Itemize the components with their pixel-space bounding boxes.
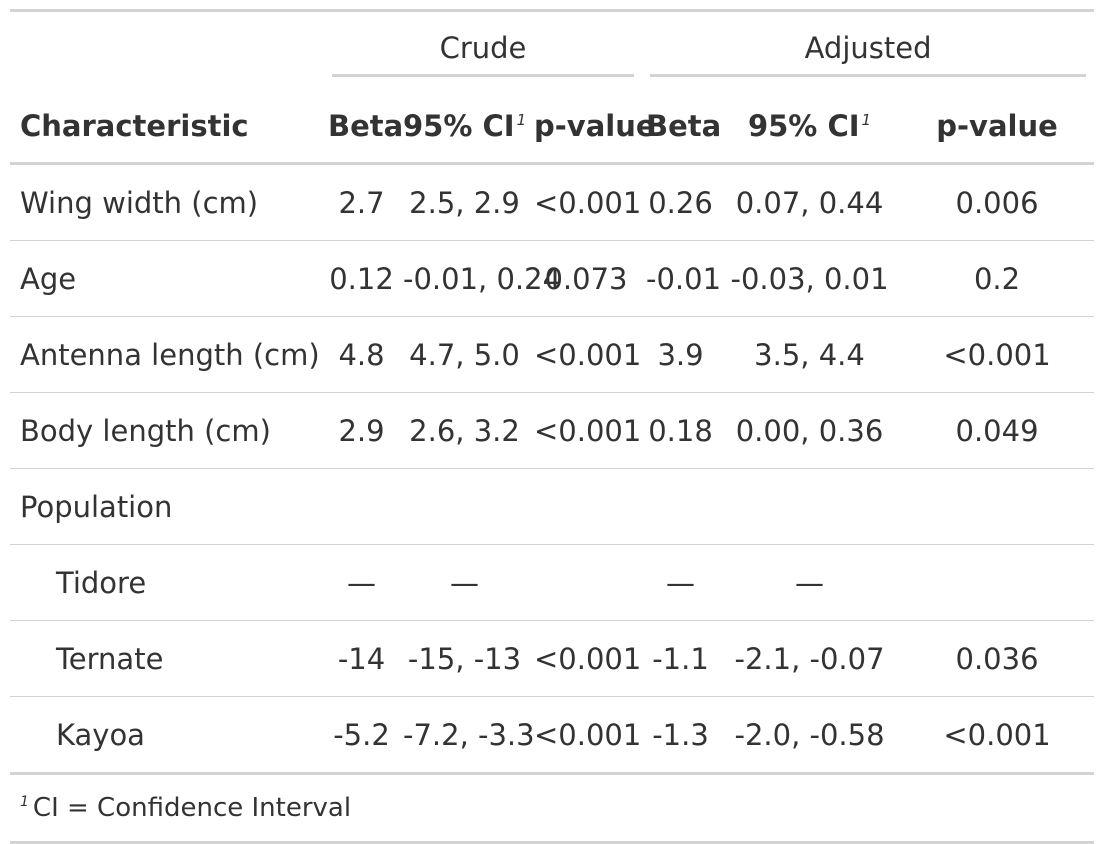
cell-adj-p: 0.006 xyxy=(955,185,1039,220)
column-header-row xyxy=(10,89,1094,164)
cell-crude-p xyxy=(530,469,642,545)
cell-adj-p: 0.049 xyxy=(900,393,1094,469)
footnote-marker: 1 xyxy=(516,110,527,129)
row-label: Antenna length (cm) xyxy=(10,317,324,393)
cell-crude-ci: -0.01, 0.24 xyxy=(399,241,530,317)
row-label: Wing width (cm) xyxy=(20,185,259,220)
row-label: Kayoa xyxy=(10,697,324,774)
row-label: Ternate xyxy=(10,621,324,697)
row-label: Age xyxy=(10,241,324,317)
cell-adj-beta: -0.01 xyxy=(642,241,719,317)
cell-crude-ci: 4.7, 5.0 xyxy=(399,317,530,393)
spanner-crude-label: Crude xyxy=(332,31,634,77)
cell-adj-p: <0.001 xyxy=(900,317,1094,393)
cell-crude-beta: 0.12 xyxy=(324,241,399,317)
table-row xyxy=(10,545,1094,621)
spanner-row xyxy=(10,11,1094,90)
cell-crude-p: <0.001 xyxy=(534,185,642,220)
header-adj-ci-label: 95% CI xyxy=(747,108,860,143)
cell-crude-beta: 2.9 xyxy=(324,393,399,469)
cell-crude-beta: -5.2 xyxy=(324,697,399,774)
row-label: Tidore xyxy=(10,545,324,621)
cell-adj-ci: 3.5, 4.4 xyxy=(719,317,900,393)
cell-crude-p xyxy=(530,545,642,621)
cell-crude-p: <0.001 xyxy=(530,621,642,697)
table-body xyxy=(10,164,1094,774)
header-adj-beta: Beta xyxy=(642,89,719,164)
cell-adj-beta: -1.3 xyxy=(642,697,719,774)
row-label: Body length (cm) xyxy=(10,393,324,469)
table-row xyxy=(10,317,1094,393)
cell-adj-p: <0.001 xyxy=(900,697,1094,774)
cell-crude-p: <0.001 xyxy=(530,317,642,393)
spanner-adjusted-label: Adjusted xyxy=(650,31,1086,77)
cell-crude-beta xyxy=(324,469,399,545)
table-row xyxy=(10,241,1094,317)
cell-adj-ci: -2.0, -0.58 xyxy=(719,697,900,774)
cell-adj-ci: — xyxy=(719,545,900,621)
table-row xyxy=(10,697,1094,774)
cell-crude-ci: 2.6, 3.2 xyxy=(399,393,530,469)
cell-crude-beta: -14 xyxy=(324,621,399,697)
table-row xyxy=(10,393,1094,469)
footnote-mark: 1 xyxy=(20,794,29,811)
cell-adj-ci: -2.1, -0.07 xyxy=(719,621,900,697)
cell-adj-p: 0.036 xyxy=(900,621,1094,697)
footnote-marker: 1 xyxy=(861,110,872,129)
cell-crude-beta: 4.8 xyxy=(324,317,399,393)
row-label: Population xyxy=(10,469,324,545)
footnote-text: CI = Confidence Interval xyxy=(32,793,352,823)
cell-adj-beta: 0.26 xyxy=(648,185,713,220)
header-characteristic: Characteristic xyxy=(10,89,324,164)
header-crude-ci xyxy=(399,89,530,164)
cell-crude-p: <0.001 xyxy=(530,393,642,469)
cell-adj-p xyxy=(900,545,1094,621)
cell-adj-ci: -0.03, 0.01 xyxy=(719,241,900,317)
header-crude-p: p-value xyxy=(530,89,642,164)
cell-adj-p: 0.2 xyxy=(900,241,1094,317)
cell-adj-ci xyxy=(719,469,900,545)
table-row xyxy=(10,469,1094,545)
cell-crude-ci: -7.2, -3.3 xyxy=(399,697,530,774)
cell-crude-beta: 2.7 xyxy=(338,185,385,220)
cell-adj-beta: -1.1 xyxy=(642,621,719,697)
cell-adj-p xyxy=(900,469,1094,545)
cell-adj-ci: 0.07, 0.44 xyxy=(735,185,884,220)
cell-adj-beta: 0.18 xyxy=(642,393,719,469)
spanner-empty xyxy=(10,11,324,90)
table-row xyxy=(10,164,1094,241)
regression-table xyxy=(10,9,1094,844)
cell-adj-beta xyxy=(642,469,719,545)
cell-crude-ci: — xyxy=(399,545,530,621)
header-crude-beta: Beta xyxy=(324,89,399,164)
spanner-adjusted xyxy=(642,11,1094,90)
footnote-row xyxy=(10,774,1094,843)
cell-adj-beta: 3.9 xyxy=(642,317,719,393)
cell-crude-p: <0.001 xyxy=(530,697,642,774)
cell-crude-ci: 2.5, 2.9 xyxy=(409,185,520,220)
cell-adj-beta: — xyxy=(642,545,719,621)
cell-adj-ci: 0.00, 0.36 xyxy=(719,393,900,469)
header-adj-ci xyxy=(719,89,900,164)
cell-crude-ci xyxy=(399,469,530,545)
footnote xyxy=(10,774,1094,843)
cell-crude-ci: -15, -13 xyxy=(399,621,530,697)
header-crude-ci-label: 95% CI xyxy=(403,108,515,143)
cell-crude-beta: — xyxy=(324,545,399,621)
spanner-crude xyxy=(324,11,642,90)
header-adj-p: p-value xyxy=(900,89,1094,164)
table-row xyxy=(10,621,1094,697)
cell-crude-p: 0.073 xyxy=(530,241,642,317)
